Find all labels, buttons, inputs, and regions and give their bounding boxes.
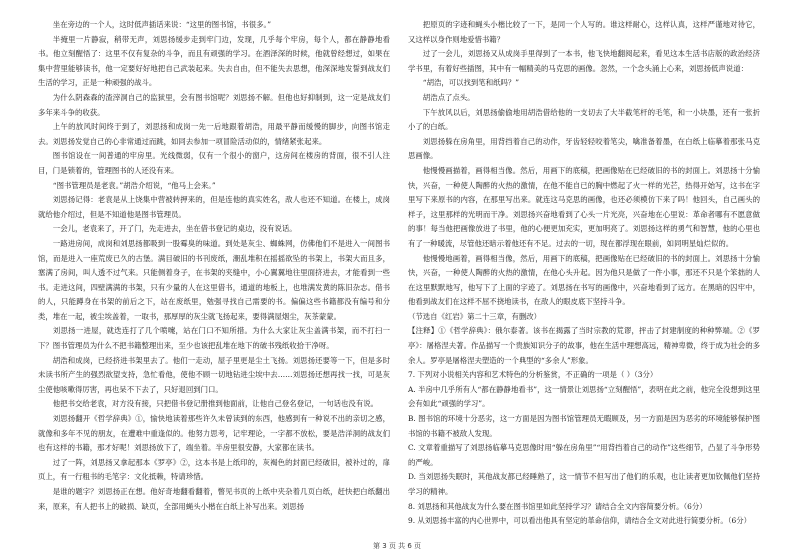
question-9: 9. 从刘思扬丰富的内心世界中，可以看出他具有坚定的革命信仰，请结合全文对此进行简要分析。（6分）: [408, 516, 751, 526]
question-8: 8. 刘思扬和其他战友为什么要在图书馆里如此坚持学习？请结合全文内容简要分析。（6分）: [408, 501, 707, 511]
left-column: [38, 18, 390, 514]
paragraph: 为什么阴森森的渣滓洞自己的监狱里，会有图书馆呢？刘思扬不解。但他也好抑制到，这一定是战友们多年来斗争的收获。: [38, 92, 390, 117]
paragraph: 图书馆设在一间普通的牢房里。光线微弱，仅有一个很小的窗户，这房间在楼房的背面，很不引人注目，门是锁着的，管理图书的人还没有来。: [38, 151, 390, 175]
page-number-footer: 第 3 页 共 6 页: [372, 542, 422, 550]
source-note: （节选自《红岩》第二十三章，有删改）: [408, 311, 542, 321]
paragraph: 刘思扬一进屋，就迭连打了几个喷嚏，站在门口不知所措。为什么大家让灰尘盖满书架，而不打扫一下？图书管理员为什么不把书籍整理出来，至少也该把乱堆在地下的破书残纸收拾干净呀。: [38, 326, 390, 351]
paragraph: 刘思扬躲在房角里，用背挡着自己的动作，牙齿轻轻咬着笔尖，噙准备着墨，在白纸上临摹着那张马克思画像。: [408, 136, 760, 161]
paragraph: 坐在旁边的一个人，这时低声插话来说：“这里的图书馆，书很多。”: [52, 20, 271, 29]
annotation-note: 【注释】①《哲学辞典》：俄尔泰著。该书在揭露了当时宗教的荒谬，抨击了封建制度的种种弊端。②《罗亭》：屠格涅夫著。作品描写一个贵族知识分子的故事，他在生活中理想高远，精神卑微，终于成为社会的多余人。罗亭是屠格涅夫塑造的一个典型的“多余人”形象。: [408, 326, 760, 365]
paragraph: 一会儿，老袁来了，开了门，先走进去，坐在借书登记的桌边，没有说话。: [52, 224, 297, 234]
paragraph: 把原页的字迹和蝇头小楷比较了一下，是同一个人写的。谁这样耐心，这样认真，这样严谨地对待它，又这样以身作则地爱惜书籍？: [408, 20, 760, 44]
paragraph: 过了一会儿，刘思扬又从成岗手里得到了一本书，他飞快地翻阅起来，看见这本生活书店版的政治经济学书里，有着好些插图，其中有一幅精美的马克思的画像。忽然，一个念头涌上心来，刘思扬低声说道：: [408, 49, 760, 73]
paragraph: 是谁的题字？刘思扬正在想。他好奇地翻看翻着，瞥见书页的上纸中夹杂着几页白纸，赶快把白纸翻出来，原来，有人把书上的破损、缺页，全部用蝇头小楷在白纸上补写出来。刘思扬: [38, 487, 390, 511]
option-d: D. 当刘思扬失眠时，其他战友都已经睡熟了，这一情节不但写出了他们的乐观，也让读者更加钦佩他们坚持学习的精神。: [408, 472, 760, 496]
paragraph: 下午放风以后，刘思扬偷偷地用胡浩借给他的一支切去了大半截笔杆的毛笔，和一小块墨，还有一张折小了的白纸。: [408, 107, 760, 132]
paragraph: “图书管理员是老袁。”胡浩介绍说，“他马上会来。”: [52, 180, 216, 190]
paragraph: 胡浩和成岗，已经挤进书架里去了。他们一走动，屋子里更是尘土飞扬。刘思扬还要等一下，但是多时未读书所产生的强烈欲望支持，急忙看他，使他不顾一切地钻进尘埃中去……刘思扬还想再找一找，可是灰尘使他咳嗽得厉害，再也呆不下去了，只好退回到门口。: [38, 355, 390, 394]
paragraph: 他慢慢画描着，画得相当像。然后，用画下的底稿，把画像贴在已经破旧的书的封面上。刘思扬十分愉快，兴奋，一种使人陶醉的火热的激情，在他不能自已的胸中燃起了火一样的光芒，热得开始写，这书在字里写下来原书的内容，在那里写出来。就连这马克思的画像，也还必须模仿下来了吗！他回头，自己画头的样子，这里那样的光明而干净。刘思扬兴奋地看到了心头一片光亮，兴奋地在心里说：革命者哪有不愿意做的事！每当他把画像放进了书里，他的心便更加充实，更加明亮了。刘思扬这样的勇气和智慧，他的心里也有了一种暖流，尽管他还暗示着他还有不足。过去的一切，现在都浮现在眼前，如同明星灿烂似的。: [408, 165, 760, 248]
option-a: A. 半房中几乎所有人“都在静静地看书”，这一情景让刘思扬“立刻醒悟”，表明在此之前，他完全没想到这里会有如此“顽强的学习”。: [408, 384, 760, 409]
paragraph: “胡浩，可以找到笔和纸吗？”: [422, 78, 520, 88]
paragraph: 刘思扬记得：老袁是从上饶集中营被转押来的，但是连他的真实姓名，敌人也还不知道。在楼上，成岗就给他介绍过，但是不知道他是图书管理员。: [38, 195, 390, 219]
paragraph: 半掩里一片静寂，稍带无声，刘思扬缓步走到牢门边，发现，几乎每个牢房，每个人，都在静静地看书。他立刻醒悟了：这里不仅有复杂的斗争，而且有顽强的学习。在酒泽深的时候，他就曾经想过，如果在集中营里能够读书，他一定要好好地把自己武装起来。失去自由，但不能失去思想，他深深地发誓到战友们生活的学习，正是一种顽强的战斗。: [38, 34, 390, 88]
paragraph: 一路进房间，成岗和刘思扬都吸到一股霉臭的味道。到处是灰尘、蜘蛛网，仿佛他们不是进入一间图书馆，而是进入一座荒废已久的古堡。满目破旧的书刊废纸，潮乱堆积在摇摇欲坠的书架上，书架大而且多，塞满了房间，叫人透不过气来。只能侧着身子，在书架的夹缝中，小心翼翼地往里面挤进去，才能看到一些书。走进这间，四壁满满的书架，只有少量的人在这里借书，通道的地板上，也堆满发黄的陈旧杂志。借书的人，只能蹲身在书架的前后之下，站在废纸里，勉强寻找自己需要的书。偏偏这些书籍都没有编号和分类，堆在一起，被尘埃盖着，一取书，那厚厚的灰尘就飞扬起来，要得满屋烟尘，灰茶蒙蒙。: [38, 238, 390, 321]
paragraph: 胡浩点了点头。: [422, 92, 475, 102]
paragraph: 过了一阵，刘思扬又拿起那本《罗亭》②，这本书是上纸印的，灰褐色的封面已经破旧，被补过的，扉页上，有一行粗书的毛笔字：文化抵赖，特请珍惜。: [38, 457, 390, 482]
paragraph: 刘思扬翻开《哲学辞典》①，愉快地读着那些许久未曾读到的东西，他感到有一种说不出的亲切之感，就像和多年不见的朋友，在遭难中重逢似的。他努力思考，记牢理论，一字都不放松，要是浩洋洞的战友们也有这样的书籍，那才好呢！刘思扬放下了，端坐着。半房里很安静，大家都在读书。: [38, 414, 390, 453]
paragraph: 他慢慢地画着，画得相当像，然后，用画下的底稿，把画像贴在已经破旧的书的封面上。刘思扬十分愉快，兴奋，一种使人陶醉的火热的激情，在他心头升起。因为他只是做了一件小事，那还不只是个笨拙的人在这里默默地写，他写下了上面的字迹了。刘思扬在书写的画像中，兴奋地看到了远方。在黑暗的囚牢中，他看到战友们在这样不屈不挠地读书，在敌人的眼皮底下坚持斗争。: [408, 253, 760, 307]
paragraph: 他把书交给老袁，对方没有接，只把借书登记册推到他面前，让他自己登名登记，一句话也没有说。: [52, 399, 378, 409]
paragraph: 上午的放风时间终于到了，刘思扬和成岗一先一后地跟着胡浩，用最平静而缓慢的脚步，向图书馆走去。刘思扬发觉自己的心非常通过而跳，如同去参加一项冒险活动似的，情绪紧张起来。: [38, 122, 390, 146]
option-b: B. 图书馆的环境十分恶劣，这一方面是因为图书馆管理员无暇顾及，另一方面是因为恶劣的环境能够保护图书馆的书籍不被敌人发现。: [408, 414, 760, 438]
question-7: 7. 下列对小说相关内容和艺术特色的分析鉴赏，不正确的一项是（ ）（3分）: [408, 370, 658, 380]
right-column: [408, 18, 760, 529]
option-c: C. 文章着重描写了刘思扬临摹马克思像时用“躲在房角里”“用背挡着自己的动作”这些细节，凸显了斗争形势的严峻。: [408, 443, 760, 467]
